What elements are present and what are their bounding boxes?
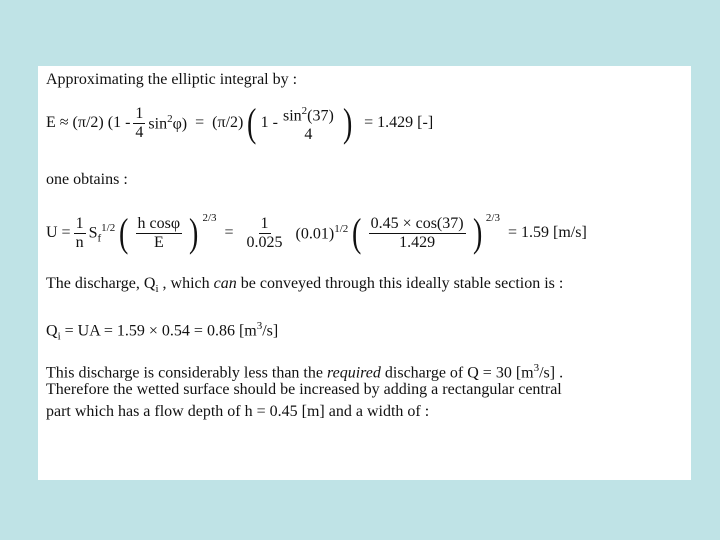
eq2-fraction-1-over-0025: $\frac{1}{0.025}$ [246, 214, 283, 251]
slide-panel [38, 66, 691, 480]
eq1-sin: $\sin^2\varphi$) [148, 112, 188, 133]
eq1-fraction-sin37 [281, 102, 336, 143]
equation-velocity [46, 208, 587, 258]
eq2-lhs: U = [46, 224, 71, 241]
eq1-frac2-den: 4 [304, 125, 313, 143]
eq2-result: = 1.59 [m/s] [507, 224, 587, 241]
eq1-lhs: E ≈ (π/2) (1 - [46, 114, 131, 131]
eq2-paren-close-2: ) [472, 210, 482, 255]
discharge-text: The discharge, $Q_i$ , which can be conveyed through this ideally stable section is : [46, 275, 564, 296]
equation-discharge: $Q_i$ = UA = 1.59 × 0.54 = 0.86 $[m^3/s]$ [46, 320, 279, 343]
eq2-paren-open-1: ( [119, 210, 129, 255]
paragraph-line-2: Therefore the wetted surface should be increased by adding a rectangular central [46, 381, 562, 398]
eq1-pi2: (π/2) [212, 114, 244, 131]
eq2-exp-b: 2/3 [485, 212, 500, 224]
equation-elliptic-integral [46, 98, 433, 148]
eq2-slope-value: $(0.01)^{1/2}$ [295, 222, 349, 243]
eq1-paren-close: ) [342, 100, 353, 145]
eq2-slope: $S_f^{1/2}$ [88, 221, 116, 245]
eq1-fraction-quarter [133, 105, 145, 142]
eq2-paren-close-1: ) [189, 210, 199, 255]
eq1-result: = 1.429 [-] [364, 114, 434, 131]
heading-text: Approximating the elliptic integral by : [46, 71, 298, 88]
eq2-fraction-hcos-over-e: $\frac{\text{h cosφ}}{E}$ [137, 214, 181, 251]
eq1-frac2-num: $\sin^2(37)$ [283, 105, 334, 125]
eq1-equals: = [195, 114, 205, 131]
paragraph-line-1: This discharge is considerably less than the required discharge of Q = 30 $[m^3/s]$ . [46, 362, 564, 382]
eq1-frac1-den: 4 [135, 123, 144, 141]
eq1-frac1-num: 1 [135, 104, 144, 122]
one-obtains-text: one obtains : [46, 171, 128, 188]
eq2-paren-open-2: ( [352, 210, 362, 255]
eq2-equals: = [224, 224, 234, 241]
paragraph-line-3: part which has a flow depth of h = 0.45 [m] and a width of : [46, 403, 430, 420]
eq1-one-minus: 1 - [260, 114, 278, 131]
eq2-fraction-numeric: $\frac{0.45 \times \cos(37)}{1.429}$ [370, 214, 464, 251]
eq2-fraction-1-over-n: $\frac{1}{n}$ [75, 214, 84, 251]
eq1-paren-open: ( [247, 100, 257, 145]
eq2-exp-a: 2/3 [202, 212, 217, 224]
